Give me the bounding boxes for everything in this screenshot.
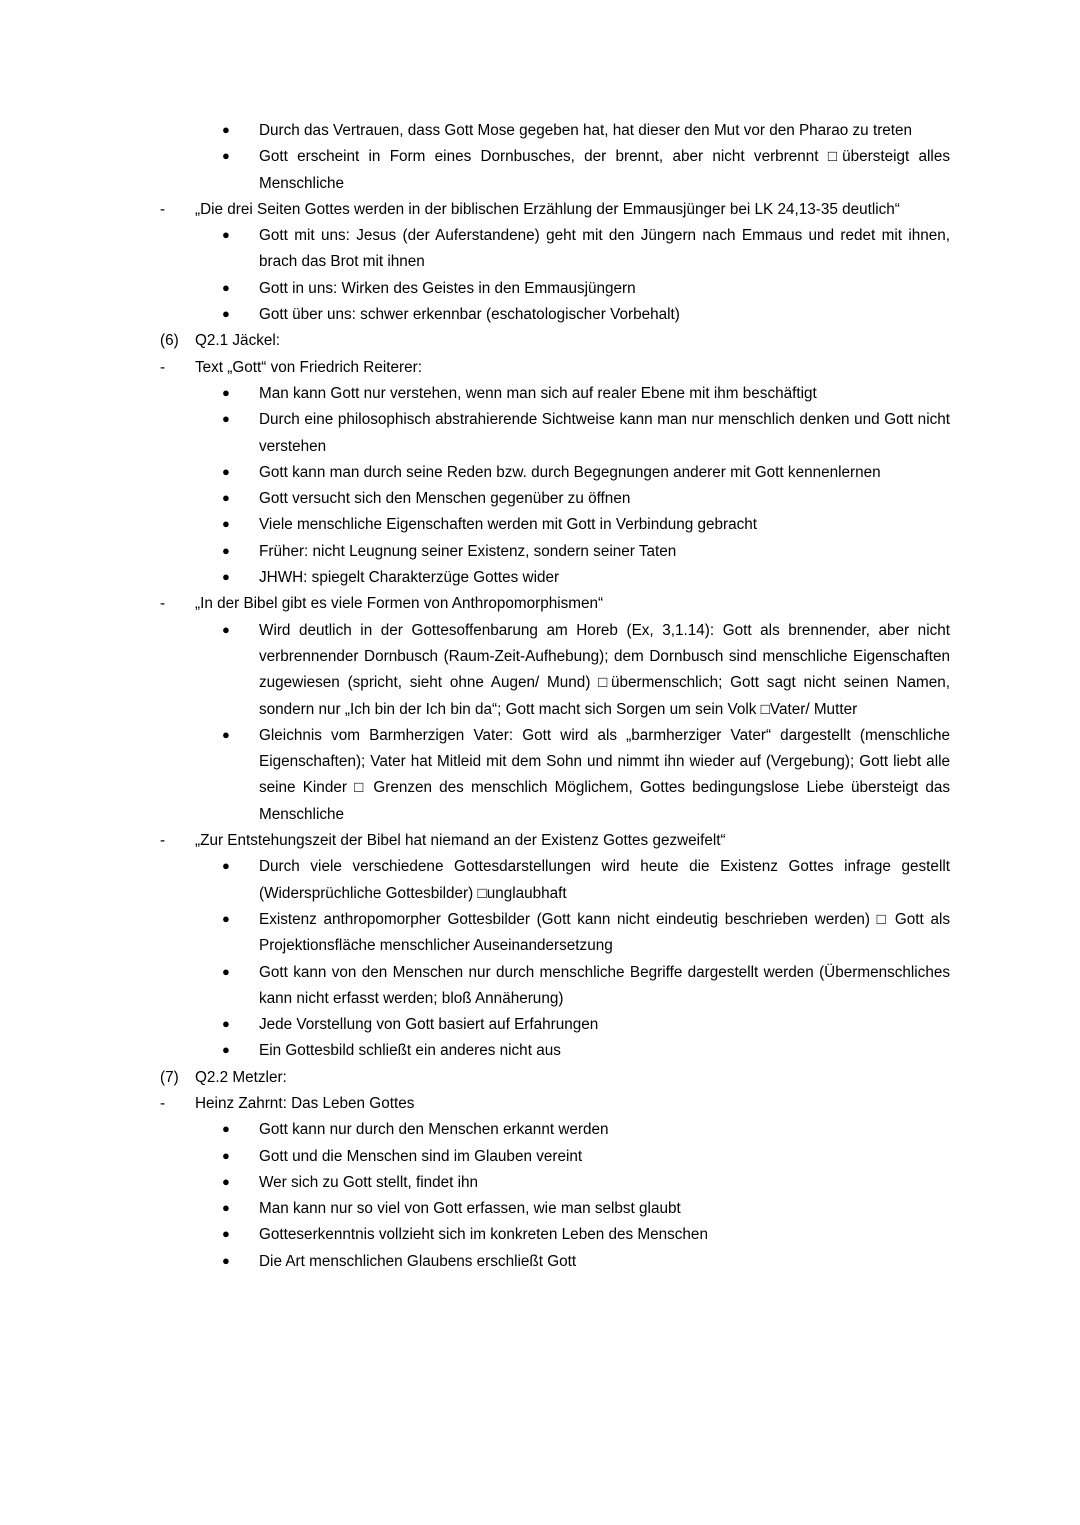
- outline-item-text: Viele menschliche Eigenschaften werden mit Gott in Verbindung gebracht: [259, 516, 758, 534]
- outline-item-text: Die Art menschlichen Glaubens erschließt Gott: [259, 1252, 577, 1270]
- bullet-icon: ●: [222, 542, 230, 558]
- outline-item-text: Q2.2 Metzler:: [195, 1068, 287, 1086]
- outline-item-level2: [160, 460, 950, 486]
- bullet-icon: ●: [222, 463, 230, 479]
- bullet-icon: ●: [222, 1121, 230, 1137]
- bullet-icon: ●: [222, 1042, 230, 1058]
- outline-item-text: Text „Gott“ von Friedrich Reiterer:: [195, 358, 422, 376]
- outline-item-level2: [160, 1038, 950, 1064]
- outline-item-level1: [160, 1091, 950, 1117]
- outline-item-level2: [160, 381, 950, 407]
- bullet-icon: ●: [222, 306, 230, 322]
- outline-item-text: Gott kann nur durch den Menschen erkannt werden: [259, 1121, 609, 1139]
- outline-item-text: Gott versucht sich den Menschen gegenüber zu öffnen: [259, 490, 631, 508]
- bullet-icon: ●: [222, 1173, 230, 1189]
- outline-item-level1: [160, 828, 950, 854]
- outline-item-level2: [160, 1144, 950, 1170]
- bullet-icon: ●: [222, 963, 230, 979]
- outline-item-text: Gott kann von den Menschen nur durch menschliche Begriffe dargestellt werden (Übermenschliches kann nicht erfasst werden; bloß Annäherung): [259, 963, 950, 1007]
- bullet-icon: ●: [222, 384, 230, 400]
- outline-item-text: Durch viele verschiedene Gottesdarstellungen wird heute die Existenz Gottes infrage gestellt (Widersprüchliche Gottesbilder) □unglaubhaft: [259, 858, 950, 902]
- document-body: [160, 118, 950, 1275]
- outline-item-level2: [160, 565, 950, 591]
- outline-item-text: „Zur Entstehungszeit der Bibel hat niemand an der Existenz Gottes gezweifelt“: [195, 832, 726, 850]
- outline-item-text: „In der Bibel gibt es viele Formen von Anthropomorphismen“: [195, 595, 604, 613]
- bullet-icon: ●: [222, 726, 230, 742]
- outline-item-text: „Die drei Seiten Gottes werden in der biblischen Erzählung der Emmausjünger bei LK 24,13-35 deutlich“: [195, 200, 900, 218]
- outline-item-text: Man kann nur so viel von Gott erfassen, wie man selbst glaubt: [259, 1200, 681, 1218]
- list-marker: (6): [160, 332, 179, 350]
- outline-item-level2: [160, 144, 950, 197]
- bullet-icon: ●: [222, 279, 230, 295]
- outline-item-level2: [160, 407, 950, 460]
- outline-item-level2: [160, 1012, 950, 1038]
- outline-item-level2: [160, 960, 950, 1013]
- outline-item-level1: [160, 1065, 950, 1091]
- outline-item-text: Gott mit uns: Jesus (der Auferstandene) geht mit den Jüngern nach Emmaus und redet mit ihnen, brach das Brot mit ihnen: [259, 227, 950, 271]
- outline-item-level2: [160, 539, 950, 565]
- outline-item-text: Durch das Vertrauen, dass Gott Mose gegeben hat, hat dieser den Mut vor den Pharao zu treten: [259, 122, 913, 139]
- outline-item-text: Wer sich zu Gott stellt, findet ihn: [259, 1173, 479, 1191]
- outline-item-text: JHWH: spiegelt Charakterzüge Gottes wider: [259, 569, 560, 587]
- bullet-icon: ●: [222, 1226, 230, 1242]
- bullet-icon: ●: [222, 1200, 230, 1216]
- bullet-icon: ●: [222, 411, 230, 427]
- outline-item-level2: [160, 1196, 950, 1222]
- bullet-icon: ●: [222, 858, 230, 874]
- outline-item-text: Existenz anthropomorpher Gottesbilder (Gott kann nicht eindeutig beschrieben werden) □ Gott als Projektionsfläche menschlicher Auseinandersetzung: [259, 910, 950, 955]
- bullet-icon: ●: [222, 569, 230, 585]
- outline-item-text: Gott in uns: Wirken des Geistes in den Emmausjüngern: [259, 279, 636, 297]
- outline-item-text: Wird deutlich in der Gottesoffenbarung am Horeb (Ex, 3,1.14): Gott als brennender, aber nicht verbrennender Dornbusch (Raum-Zeit-Aufhebung); dem Dornbusch sind menschliche Eigenschaften zugewiesen (spricht, sieht ohne Augen/ Mund) □übermenschlich; Gott sagt nicht seinen Namen, sondern nur „Ich bin der Ich bin da“; Gott macht sich Sorgen um sein Volk □Vater/ Mutter: [259, 621, 950, 718]
- outline-item-level1: [160, 591, 950, 617]
- list-marker: -: [160, 832, 166, 850]
- bullet-icon: ●: [222, 1147, 230, 1163]
- bullet-icon: ●: [222, 227, 230, 243]
- outline-item-level2: [160, 1170, 950, 1196]
- outline-item-text: Früher: nicht Leugnung seiner Existenz, sondern seiner Taten: [259, 542, 677, 560]
- bullet-icon: ●: [222, 1252, 230, 1268]
- outline-item-text: Gleichnis vom Barmherzigen Vater: Gott wird als „barmherziger Vater“ dargestellt (menschliche Eigenschaften); Vater hat Mitleid mit dem Sohn und nimmt ihn wieder auf (Vergebung); Gott liebt alle seine Kinder □ Grenzen des menschlich Möglichem, Gottes bedingungslose Liebe übersteigt das Menschliche: [259, 726, 950, 823]
- outline-item-text: Gotteserkenntnis vollzieht sich im konkreten Leben des Menschen: [259, 1226, 708, 1244]
- bullet-icon: ●: [222, 1016, 230, 1032]
- outline-item-level2: [160, 276, 950, 302]
- list-marker: -: [160, 200, 166, 218]
- outline-item-text: Durch eine philosophisch abstrahierende Sichtweise kann man nur menschlich denken und Gott nicht verstehen: [259, 411, 950, 455]
- outline-item-level2: [160, 1249, 950, 1275]
- outline-item-level2: [160, 1117, 950, 1143]
- list-marker: -: [160, 1094, 166, 1112]
- outline-item-level2: [160, 618, 950, 723]
- outline-item-text: Gott und die Menschen sind im Glauben vereint: [259, 1147, 583, 1165]
- bullet-icon: ●: [222, 910, 230, 926]
- outline-item-text: Q2.1 Jäckel:: [195, 332, 281, 350]
- outline-item-text: Gott kann man durch seine Reden bzw. durch Begegnungen anderer mit Gott kennenlernen: [259, 463, 881, 481]
- outline-item-text: Jede Vorstellung von Gott basiert auf Erfahrungen: [259, 1016, 599, 1034]
- bullet-icon: ●: [222, 122, 230, 137]
- outline-item-level2: [160, 854, 950, 907]
- outline-item-text: Gott über uns: schwer erkennbar (eschatologischer Vorbehalt): [259, 306, 680, 324]
- list-marker: (7): [160, 1068, 179, 1086]
- outline-item-level2: [160, 486, 950, 512]
- bullet-icon: ●: [222, 148, 230, 164]
- outline-item-level1: [160, 328, 950, 354]
- bullet-icon: ●: [222, 621, 230, 637]
- outline-item-level2: [160, 723, 950, 828]
- list-marker: -: [160, 358, 166, 376]
- outline-item-level2: [160, 907, 950, 960]
- outline-item-level2: [160, 512, 950, 538]
- outline-item-level2: [160, 223, 950, 276]
- outline-item-text: Ein Gottesbild schließt ein anderes nicht aus: [259, 1042, 561, 1060]
- outline-item-level1: [160, 197, 950, 223]
- outline-item-level1: [160, 355, 950, 381]
- list-marker: -: [160, 595, 166, 613]
- outline-item-level2: [160, 118, 950, 144]
- outline-item-text: Man kann Gott nur verstehen, wenn man sich auf realer Ebene mit ihm beschäftigt: [259, 384, 817, 402]
- outline-item-text: Heinz Zahrnt: Das Leben Gottes: [195, 1094, 415, 1112]
- outline-item-level2: [160, 302, 950, 328]
- bullet-icon: ●: [222, 516, 230, 532]
- outline-item-level2: [160, 1222, 950, 1248]
- bullet-icon: ●: [222, 490, 230, 506]
- outline-item-text: Gott erscheint in Form eines Dornbusches, der brennt, aber nicht verbrennt □übersteigt alles Menschliche: [259, 148, 950, 192]
